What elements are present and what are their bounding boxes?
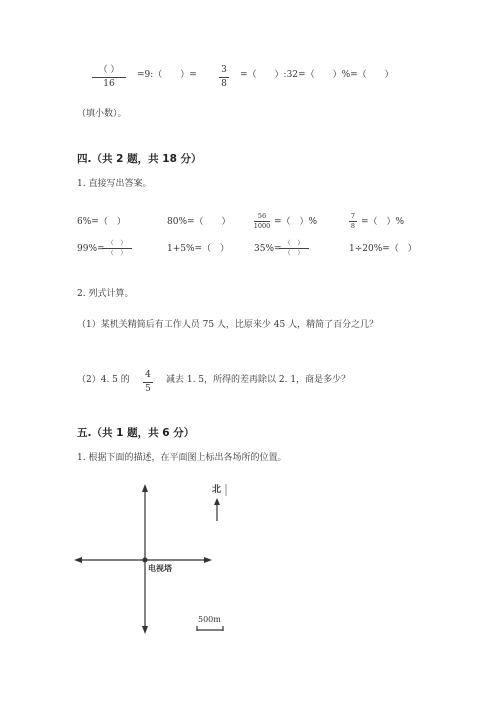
fraction-numerator: （ ）	[107, 239, 127, 247]
q2-part2-right: 减去 1. 5，所得的差再除以 2. 1，商是多少？	[166, 375, 351, 385]
q2-part2-left: （2）4. 5 的	[77, 375, 130, 385]
north-indicator	[210, 484, 230, 524]
item-99-percent-fraction	[102, 240, 132, 256]
item-6-percent: 6%=（ ）	[77, 217, 126, 227]
blank-fraction	[92, 66, 126, 89]
tv-tower-label: 电视塔	[148, 563, 172, 573]
item-1-div-20-percent: 1÷20%=（ ）	[349, 244, 417, 254]
section4-heading: 四.（共 2 题，共 18 分）	[77, 153, 202, 165]
fraction-denominator: 8	[221, 79, 227, 89]
fraction-denominator: 5	[145, 384, 151, 394]
item-35-percent-fraction	[279, 240, 309, 256]
item-1-plus-5-percent: 1+5%=（ ）	[167, 244, 230, 254]
three-eighths-fraction	[219, 66, 229, 89]
q2-part1: （1）某机关精简后有工作人员 75 人，比原来少 45 人，精简了百分之几？	[77, 320, 379, 330]
q1-title: 1. 直接写出答案。	[77, 179, 152, 189]
blank-fraction-denominator: 16	[103, 79, 115, 89]
blank-fraction-numerator: （ ）	[98, 65, 120, 75]
q2-title: 2. 列式计算。	[77, 289, 134, 299]
item-35-percent: 35%=	[254, 244, 282, 254]
fraction-numerator: 56	[257, 212, 267, 220]
scale-ruler	[195, 616, 235, 636]
decimal-note: （填小数）。	[77, 109, 127, 119]
item-99-percent: 99%=	[77, 244, 105, 254]
fraction-numerator: 4	[145, 370, 151, 380]
equation-part1: =9:（ ）=	[137, 70, 197, 80]
fraction-numerator: （ ）	[284, 239, 304, 247]
fraction-denominator: （ ）	[284, 248, 304, 257]
north-arrow-icon	[210, 484, 230, 524]
north-label: 北	[212, 485, 222, 495]
equation-part2: =（ ）:32=（ ）%=（ ）	[240, 70, 394, 80]
fraction-denominator: 1000	[253, 221, 271, 230]
scale-label: 500m	[198, 615, 221, 624]
item-80-percent: 80%=（ ）	[167, 217, 231, 227]
section5-heading: 五.（共 1 题，共 6 分）	[77, 427, 195, 439]
item-7-8-answer: =（ ）%	[361, 217, 405, 227]
fraction-56-1000	[254, 213, 270, 229]
item-56-1000-answer: =（ ）%	[274, 217, 318, 227]
four-fifths-fraction	[143, 371, 153, 394]
fraction-denominator: （ ）	[107, 248, 127, 257]
fraction-numerator: 3	[221, 65, 227, 75]
fraction-denominator: 8	[350, 221, 356, 230]
fraction-numerator: 7	[350, 212, 356, 220]
fraction-7-8	[349, 213, 357, 229]
scale-bar	[195, 616, 235, 636]
section5-q1-title: 1. 根据下面的描述，在平面图上标出各场所的位置。	[77, 453, 287, 463]
